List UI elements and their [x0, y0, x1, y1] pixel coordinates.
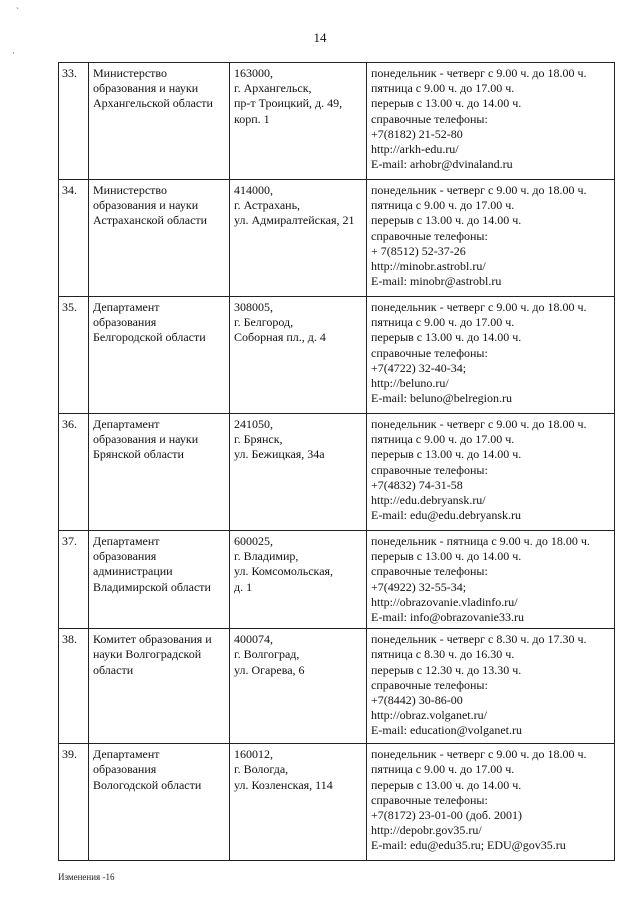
organization-address-line: ул. Козленская, 114: [234, 777, 333, 792]
working-hours-contacts-line: пятница с 9.00 ч. до 17.00 ч.: [371, 432, 515, 447]
organization-name-line: Брянской области: [93, 447, 184, 462]
working-hours-contacts-line: E-mail: beluno@belregion.ru: [371, 391, 513, 406]
table-row: [59, 63, 615, 180]
working-hours-contacts-line: перерыв с 13.00 ч. до 14.00 ч.: [371, 777, 522, 792]
organization-name-line: Министерство: [93, 183, 167, 197]
organization-name-line: образования и науки: [93, 432, 199, 447]
working-hours-contacts-line: понедельник - четверг с 9.00 ч. до 18.00 ч.: [371, 747, 587, 762]
working-hours-contacts-line: справочные телефоны:: [371, 792, 488, 807]
working-hours-contacts-line: +7(8182) 21-52-80: [371, 126, 463, 141]
organization-address-line: г. Владимир,: [234, 549, 299, 564]
working-hours-contacts: [367, 63, 615, 180]
organization-name-line: Астраханской области: [93, 213, 208, 228]
organization-address-line: 400074,: [234, 632, 273, 647]
organization-address-line: 241050,: [234, 417, 273, 431]
working-hours-contacts-line: справочные телефоны:: [371, 111, 488, 126]
scan-mark: `: [16, 6, 19, 16]
working-hours-contacts-line: +7(4832) 74-31-58: [371, 477, 463, 492]
working-hours-contacts-line: справочные телефоны:: [371, 564, 488, 579]
working-hours-contacts: [367, 414, 615, 531]
organization-address-line: 163000,: [234, 66, 273, 80]
table-row: [59, 297, 615, 414]
row-number: 38.: [59, 629, 89, 744]
working-hours-contacts-line: +7(8442) 30-86-00: [371, 693, 463, 708]
organization-name-line: Департамент: [93, 417, 160, 431]
working-hours-contacts-line: http://depobr.gov35.ru/: [371, 823, 482, 838]
organization-name-line: Департамент: [93, 747, 160, 762]
organization-address-line: ул. Адмиралтейская, 21: [234, 213, 355, 228]
working-hours-contacts-line: пятница с 9.00 ч. до 17.00 ч.: [371, 198, 515, 213]
organization-address: [230, 414, 367, 531]
working-hours-contacts-line: пятница с 8.30 ч. до 16.30 ч.: [371, 647, 515, 662]
organization-address: [230, 744, 367, 861]
working-hours-contacts: [367, 531, 615, 629]
organization-address-line: 414000,: [234, 183, 273, 197]
organization-address-line: 308005,: [234, 300, 273, 314]
row-number: 33.: [59, 63, 89, 180]
row-number: 36.: [59, 414, 89, 531]
working-hours-contacts-line: http://obrazovanie.vladinfo.ru/: [371, 594, 518, 609]
row-number: 37.: [59, 531, 89, 629]
organization-address-line: г. Белгород,: [234, 315, 294, 330]
organization-address-line: г. Брянск,: [234, 432, 283, 447]
organization-address-line: пр-т Троицкий, д. 49,: [234, 96, 343, 111]
working-hours-contacts: [367, 629, 615, 744]
organization-address: [230, 297, 367, 414]
working-hours-contacts-line: E-mail: edu@edu35.ru; EDU@gov35.ru: [371, 838, 566, 853]
organization-name-line: Владимирской области: [93, 579, 211, 594]
working-hours-contacts-line: E-mail: minobr@astrobl.ru: [371, 274, 502, 289]
organization-name-line: Департамент: [93, 300, 160, 314]
working-hours-contacts-line: перерыв с 13.00 ч. до 14.00 ч.: [371, 447, 522, 462]
organization-address-line: 600025,: [234, 534, 273, 548]
table-body: [59, 63, 615, 861]
organization-address-line: ул. Бежицкая, 34а: [234, 447, 325, 462]
working-hours-contacts-line: +7(4922) 32-55-34;: [371, 579, 467, 594]
scan-mark: ·: [12, 48, 15, 58]
organization-name: [89, 297, 230, 414]
table-row: [59, 180, 615, 297]
working-hours-contacts-line: перерыв с 13.00 ч. до 14.00 ч.: [371, 96, 522, 111]
organization-name-line: образования: [93, 762, 157, 777]
organization-name-line: Архангельской области: [93, 96, 213, 111]
working-hours-contacts-line: справочные телефоны:: [371, 677, 488, 692]
working-hours-contacts-line: перерыв с 13.00 ч. до 14.00 ч.: [371, 549, 522, 564]
working-hours-contacts-line: http://beluno.ru/: [371, 376, 449, 391]
organization-name-line: науки Волгоградской: [93, 647, 202, 662]
organization-address-line: ул. Комсомольская,: [234, 564, 334, 579]
organization-address: [230, 531, 367, 629]
organization-name-line: области: [93, 662, 134, 677]
organization-name: [89, 180, 230, 297]
working-hours-contacts: [367, 744, 615, 861]
row-number: 39.: [59, 744, 89, 861]
organization-name-line: Департамент: [93, 534, 160, 548]
table-row: [59, 414, 615, 531]
working-hours-contacts-line: понедельник - четверг с 9.00 ч. до 18.00 ч.: [371, 183, 587, 197]
working-hours-contacts-line: пятница с 9.00 ч. до 17.00 ч.: [371, 315, 515, 330]
working-hours-contacts-line: http://arkh-edu.ru/: [371, 142, 459, 157]
organization-name: [89, 629, 230, 744]
organization-address: [230, 180, 367, 297]
working-hours-contacts-line: E-mail: info@obrazovanie33.ru: [371, 610, 524, 625]
organization-name-line: Белгородской области: [93, 330, 206, 345]
organization-address-line: 160012,: [234, 747, 273, 762]
organization-name: [89, 744, 230, 861]
working-hours-contacts-line: http://obraz.volganet.ru/: [371, 708, 487, 723]
organization-address-line: Соборная пл., д. 4: [234, 330, 326, 345]
working-hours-contacts-line: перерыв с 13.00 ч. до 14.00 ч.: [371, 213, 522, 228]
row-number: 34.: [59, 180, 89, 297]
working-hours-contacts-line: справочные телефоны:: [371, 462, 488, 477]
organization-name: [89, 63, 230, 180]
organization-address-line: г. Волгоград,: [234, 647, 300, 662]
working-hours-contacts-line: пятница с 9.00 ч. до 17.00 ч.: [371, 81, 515, 96]
organization-name-line: образования: [93, 315, 157, 330]
working-hours-contacts-line: +7(4722) 32-40-34;: [371, 360, 467, 375]
working-hours-contacts-line: понедельник - пятница с 9.00 ч. до 18.00 ч.: [371, 534, 590, 548]
table-row: [59, 629, 615, 744]
organization-name-line: администрации: [93, 564, 173, 579]
organization-address-line: г. Архангельск,: [234, 81, 312, 96]
working-hours-contacts-line: пятница с 9.00 ч. до 17.00 ч.: [371, 762, 515, 777]
directory-table: [58, 62, 615, 861]
organization-name-line: Комитет образования и: [93, 632, 212, 647]
organization-address-line: ул. Огарева, 6: [234, 662, 305, 677]
working-hours-contacts-line: понедельник - четверг с 9.00 ч. до 18.00 ч.: [371, 417, 587, 431]
organization-name-line: Министерство: [93, 66, 167, 80]
organization-name: [89, 414, 230, 531]
organization-address-line: д. 1: [234, 579, 253, 594]
organization-address-line: г. Астрахань,: [234, 198, 301, 213]
organization-address-line: корп. 1: [234, 111, 270, 126]
organization-name-line: Вологодской области: [93, 777, 202, 792]
organization-name-line: образования и науки: [93, 81, 199, 96]
working-hours-contacts: [367, 297, 615, 414]
table-row: [59, 744, 615, 861]
organization-name-line: образования: [93, 549, 157, 564]
organization-address-line: г. Вологда,: [234, 762, 289, 777]
table-row: [59, 531, 615, 629]
footer-note: Изменения -16: [58, 872, 115, 882]
organization-name-line: образования и науки: [93, 198, 199, 213]
row-number: 35.: [59, 297, 89, 414]
organization-name: [89, 531, 230, 629]
working-hours-contacts-line: понедельник - четверг с 9.00 ч. до 18.00 ч.: [371, 66, 587, 80]
working-hours-contacts-line: справочные телефоны:: [371, 345, 488, 360]
working-hours-contacts-line: E-mail: edu@edu.debryansk.ru: [371, 508, 522, 523]
working-hours-contacts-line: справочные телефоны:: [371, 228, 488, 243]
working-hours-contacts-line: перерыв с 13.00 ч. до 14.00 ч.: [371, 330, 522, 345]
working-hours-contacts-line: E-mail: arhobr@dvinaland.ru: [371, 157, 513, 172]
working-hours-contacts-line: +7(8172) 23-01-00 (доб. 2001): [371, 808, 522, 823]
working-hours-contacts-line: http://edu.debryansk.ru/: [371, 493, 486, 508]
working-hours-contacts-line: E-mail: education@volganet.ru: [371, 723, 523, 738]
working-hours-contacts-line: понедельник - четверг с 9.00 ч. до 18.00 ч.: [371, 300, 587, 314]
working-hours-contacts-line: понедельник - четверг с 8.30 ч. до 17.30 ч.: [371, 632, 587, 647]
working-hours-contacts: [367, 180, 615, 297]
working-hours-contacts-line: http://minobr.astrobl.ru/: [371, 259, 486, 274]
working-hours-contacts-line: перерыв с 12.30 ч. до 13.30 ч.: [371, 662, 522, 677]
page-number: 14: [313, 30, 327, 45]
organization-address: [230, 63, 367, 180]
working-hours-contacts-line: + 7(8512) 52-37-26: [371, 243, 466, 258]
organization-address: [230, 629, 367, 744]
